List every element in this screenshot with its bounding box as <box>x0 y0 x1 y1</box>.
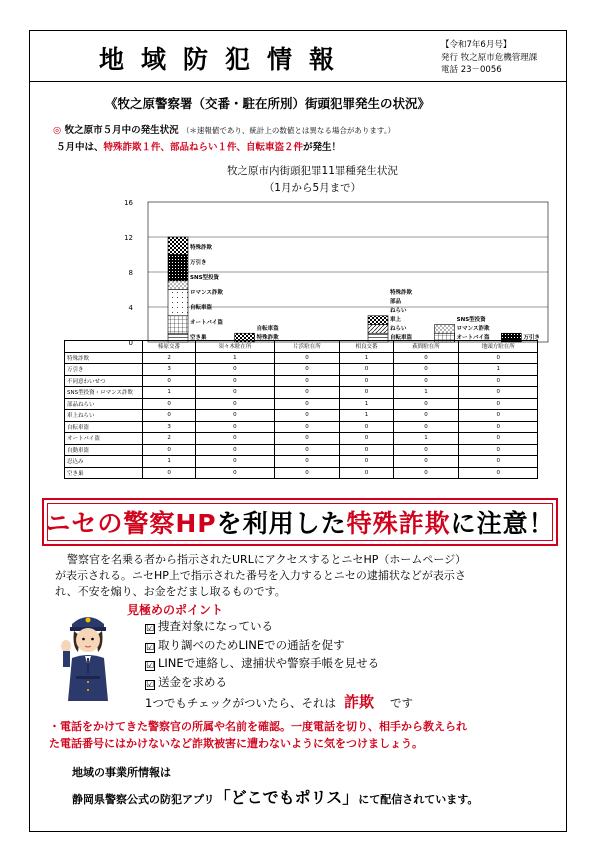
incidents-suffix: が発生！ <box>303 142 342 153</box>
table-cell: 0 <box>393 421 459 433</box>
bar-segment <box>435 325 455 334</box>
table-header-row <box>65 341 538 353</box>
table-cell: 0 <box>393 467 459 479</box>
table-cell: 0 <box>143 410 196 422</box>
crime-bar-chart <box>30 195 550 345</box>
safety-tip <box>49 718 569 752</box>
banner-part-1: ニセの <box>45 509 124 538</box>
bar-annotation: 特殊詐欺 <box>256 335 279 341</box>
bar-segment <box>368 325 388 334</box>
table-cell: 0 <box>459 444 538 456</box>
table-cell: 0 <box>143 467 196 479</box>
table-cell: 0 <box>196 467 275 479</box>
checklist-item <box>145 673 413 692</box>
bar-segment <box>168 281 188 290</box>
table-cell: 0 <box>340 467 393 479</box>
checklist-item <box>145 654 413 673</box>
table-cell: 1 <box>196 352 275 364</box>
table-cell: 0 <box>340 421 393 433</box>
table-cell: 1 <box>393 433 459 445</box>
y-tick-label: 8 <box>128 269 133 277</box>
table-cell: 0 <box>459 456 538 468</box>
description-line-1: 警察官を名乗る者から指示されたURLにアクセスするとニセHP（ホームページ） <box>67 553 467 566</box>
table-cell: 1 <box>143 387 196 399</box>
table-cell: 0 <box>274 467 340 479</box>
checklist-item <box>145 636 413 655</box>
column-header: 須々木駐在所 <box>196 341 275 353</box>
table-cell: 2 <box>143 433 196 445</box>
table-cell: 3 <box>143 364 196 376</box>
bar-annotation: ねらい <box>390 308 407 314</box>
table-row <box>65 352 538 364</box>
table-cell: 0 <box>196 398 275 410</box>
row-label: 自転車盗 <box>65 421 143 433</box>
table-cell: 0 <box>196 410 275 422</box>
check-icon: ☑ <box>146 679 155 690</box>
table-cell: 3 <box>143 421 196 433</box>
check-icon: ☑ <box>146 624 155 634</box>
bar-annotation: 万引き <box>523 335 540 341</box>
bar-annotation: 自転車盗 <box>256 326 279 332</box>
table-cell: 0 <box>274 364 340 376</box>
row-label: SNS型投資・ロマンス詐欺 <box>65 387 143 399</box>
banner-part-5: に注意！ <box>450 509 555 538</box>
scam-description <box>55 552 560 600</box>
checklist <box>145 617 413 713</box>
warning-banner <box>42 498 558 546</box>
summary-word: 詐欺 <box>343 693 374 711</box>
business-suffix: にて配信されています。 <box>358 793 479 806</box>
table-cell: 0 <box>393 410 459 422</box>
table-cell: 0 <box>196 433 275 445</box>
bar-annotation: ロマンス詐欺 <box>456 326 490 332</box>
bar-segment <box>368 316 388 325</box>
row-label: 特殊詐欺 <box>65 352 143 364</box>
table-cell: 2 <box>143 352 196 364</box>
table-row <box>65 421 538 433</box>
police-officer-illustration <box>58 606 118 706</box>
business-info-text <box>72 785 478 808</box>
table-row <box>65 375 538 387</box>
monthly-incidents <box>56 139 341 153</box>
business-prefix: 静岡県警察公式の防犯アプリ <box>72 793 215 806</box>
business-info-heading: 地域の事業所情報は <box>72 766 171 779</box>
bar-annotation: 自転車盗 <box>190 305 213 311</box>
row-label: 部品ねらい <box>65 398 143 410</box>
table-cell: 0 <box>196 421 275 433</box>
crime-data-table <box>64 340 538 479</box>
summary-suffix: です <box>390 696 413 710</box>
table-cell: 0 <box>340 387 393 399</box>
check-icon: ☑ <box>146 661 155 671</box>
table-row <box>65 364 538 376</box>
table-cell: 0 <box>393 398 459 410</box>
table-cell: 0 <box>274 375 340 387</box>
table-cell: 1 <box>340 398 393 410</box>
points-title: 見極めのポイント <box>127 603 224 617</box>
table-row <box>65 433 538 445</box>
bar-annotation: SNS型投資 <box>190 275 220 281</box>
bar-annotation: 自転車盗 <box>390 335 413 341</box>
table-cell: 0 <box>143 444 196 456</box>
monthly-status-disclaimer: （＊速報値であり、統計上の数値とは異なる場合があります。） <box>181 126 396 135</box>
table-cell: 0 <box>340 433 393 445</box>
table-cell: 0 <box>274 444 340 456</box>
column-header: 片浜駐在所 <box>274 341 340 353</box>
table-cell: 0 <box>459 421 538 433</box>
table-cell: 0 <box>459 375 538 387</box>
column-header: 相良交番 <box>340 341 393 353</box>
table-cell: 0 <box>274 421 340 433</box>
checklist-item-text: 取り調べのためLINEでの通話を促す <box>158 637 345 652</box>
bar-segment <box>168 290 188 316</box>
monthly-status-text: 牧之原市５月中の発生状況 <box>64 125 179 136</box>
bar-annotation: 空き巣 <box>190 335 207 341</box>
table-cell: 1 <box>143 456 196 468</box>
checklist-item-text: 送金を求める <box>158 674 227 689</box>
table-cell: 0 <box>196 444 275 456</box>
incidents-prefix: ５月中は、 <box>56 142 104 153</box>
monthly-status-note <box>53 122 395 136</box>
issuer-label: 発行 牧之原市危機管理課 <box>441 52 538 63</box>
table-cell: 0 <box>393 456 459 468</box>
table-cell: 0 <box>393 364 459 376</box>
table-cell: 0 <box>393 352 459 364</box>
bar-annotation: ねらい <box>390 326 407 332</box>
summary-prefix: 1つでもチェックがついたら、それは <box>145 696 336 710</box>
table-cell: 0 <box>459 467 538 479</box>
y-tick-label: 16 <box>124 199 133 207</box>
tip-line-2: た電話番号にはかけないなど詐欺被害に遭わないように気をつけましょう。 <box>49 737 423 750</box>
table-cell: 0 <box>274 352 340 364</box>
bar-annotation: 特殊詐欺 <box>190 245 213 251</box>
banner-part-4: 特殊詐欺 <box>346 509 451 538</box>
bar-annotation: 車上 <box>390 317 402 323</box>
table-cell: 0 <box>274 387 340 399</box>
table-cell: 0 <box>459 433 538 445</box>
row-label: 不同意わいせつ <box>65 375 143 387</box>
y-tick-label: 0 <box>128 339 133 345</box>
table-cell: 0 <box>340 444 393 456</box>
table-cell: 0 <box>274 433 340 445</box>
table-cell: 0 <box>459 352 538 364</box>
incidents-highlight: 特殊詐欺１件、部品ねらい１件、自転車盗２件 <box>103 142 304 153</box>
table-cell: 1 <box>393 387 459 399</box>
table-cell: 0 <box>274 456 340 468</box>
table-cell: 1 <box>459 364 538 376</box>
table-row <box>65 410 538 422</box>
bar-annotation: ロマンス詐欺 <box>190 290 223 296</box>
table-cell: 0 <box>459 398 538 410</box>
bar-segment <box>168 255 188 281</box>
header <box>29 30 567 82</box>
row-label: 自動車盗 <box>65 444 143 456</box>
table-cell: 1 <box>340 352 393 364</box>
bar-segment <box>168 237 188 255</box>
table-corner <box>65 341 143 353</box>
table-cell: 0 <box>143 398 196 410</box>
table-cell: 0 <box>340 364 393 376</box>
table-cell: 0 <box>143 375 196 387</box>
table-cell: 0 <box>459 387 538 399</box>
table-row <box>65 387 538 399</box>
issue-label: 【令和7年6月号】 <box>441 40 512 50</box>
description-line-3: れ、不安を煽り、お金をだまし取るものです。 <box>55 585 286 598</box>
table-cell: 0 <box>196 375 275 387</box>
table-cell: 0 <box>340 375 393 387</box>
banner-part-2: 警察HP <box>123 509 217 538</box>
y-tick-label: 12 <box>124 234 133 242</box>
bar-annotation: SNS型投資 <box>456 317 486 323</box>
bullet-icon: ◎ <box>53 125 62 136</box>
table-row <box>65 444 538 456</box>
section-subtitle: 《牧之原警察署（交番・駐在所別）街頭犯罪発生の状況》 <box>105 96 431 111</box>
table-cell: 0 <box>340 456 393 468</box>
table-cell: 0 <box>459 410 538 422</box>
chart-title: 牧之原市内街頭犯罪11罪種発生状況 <box>227 165 398 177</box>
checklist-item-text: 捜査対象になっている <box>158 619 273 633</box>
row-label: 車上ねらい <box>65 410 143 422</box>
row-label: 忍込み <box>65 456 143 468</box>
description-line-2: が表示される。ニセHP上で指示された番号を入力するとニセの逮捕状などが表示さ <box>55 569 466 582</box>
table-row <box>65 467 538 479</box>
bar-annotation: 部品 <box>390 299 402 305</box>
table-row <box>65 456 538 468</box>
bar-annotation: 万引き <box>190 260 207 266</box>
phone-label: 電話 23－0056 <box>441 65 502 75</box>
bar-annotation: オートバイ盗 <box>190 320 223 326</box>
table-cell: 0 <box>393 444 459 456</box>
table-cell: 0 <box>196 387 275 399</box>
check-icon: ☑ <box>146 642 155 653</box>
column-header: 萩間駐在所 <box>393 341 459 353</box>
table-cell: 0 <box>196 364 275 376</box>
checklist-summary <box>145 693 413 713</box>
checklist-item <box>145 617 413 636</box>
table-cell: 0 <box>196 456 275 468</box>
row-label: 万引き <box>65 364 143 376</box>
table-body <box>65 352 538 479</box>
chart-subtitle: （1月から5月まで） <box>263 182 362 194</box>
table-cell: 0 <box>274 410 340 422</box>
y-tick-label: 4 <box>128 304 133 312</box>
row-label: オートバイ盗 <box>65 433 143 445</box>
warning-banner-inner <box>47 503 553 541</box>
bar-annotation: オートバイ盗 <box>456 335 490 341</box>
app-name: 「どこでもポリス」 <box>214 788 359 807</box>
table-cell: 0 <box>393 375 459 387</box>
column-header: 地頭方駐在所 <box>459 341 538 353</box>
banner-part-3: を利用した <box>216 509 347 538</box>
tip-line-1: ・電話をかけてきた警察官の所属や名前を確認。一度電話を切り、相手から教えられ <box>49 720 467 733</box>
column-header: 榛原交番 <box>143 341 196 353</box>
bar-annotation: 特殊詐欺 <box>390 290 413 296</box>
table-cell: 0 <box>274 398 340 410</box>
table-cell: 1 <box>340 410 393 422</box>
page-title: 地域防犯情報 <box>99 45 352 74</box>
row-label: 空き巣 <box>65 467 143 479</box>
header-meta <box>441 39 537 77</box>
checklist-item-text: LINEで連絡し、逮捕状や警察手帳を見せる <box>158 656 380 670</box>
bar-segment <box>168 316 188 334</box>
table-row <box>65 398 538 410</box>
